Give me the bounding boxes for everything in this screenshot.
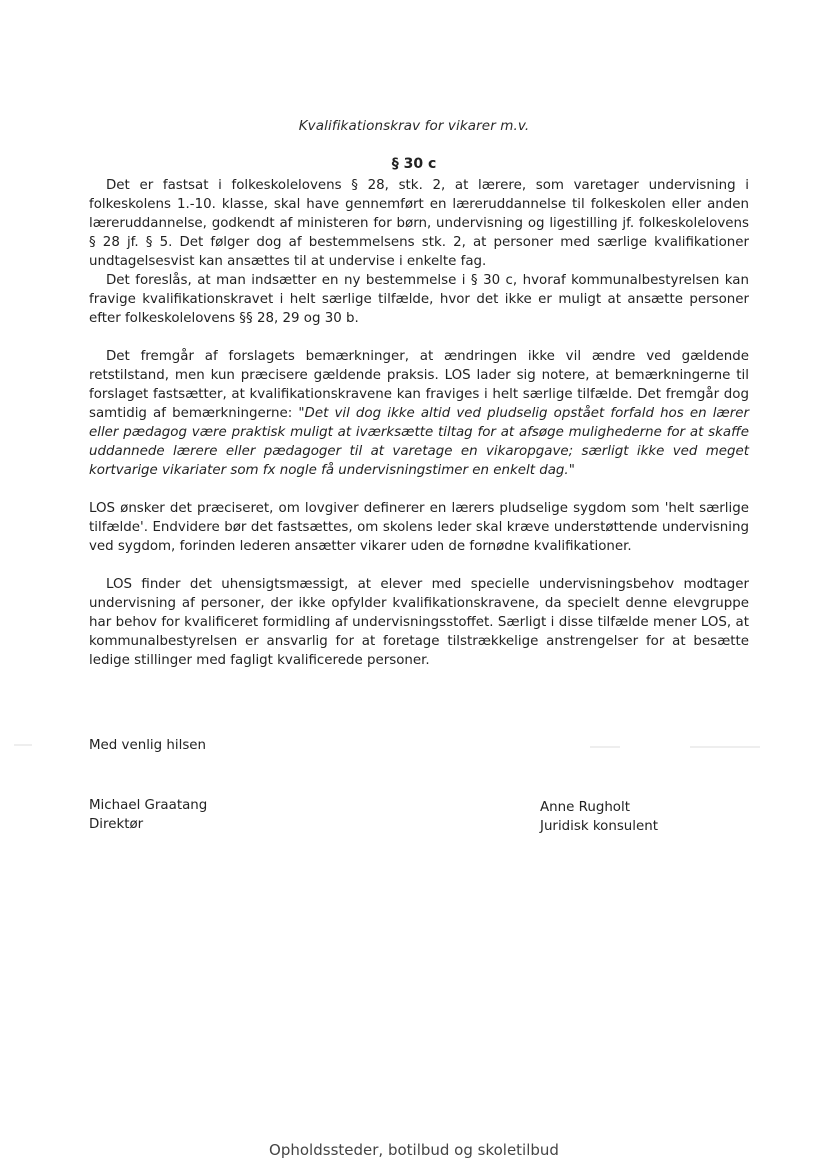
paragraph-gap xyxy=(89,328,749,347)
paragraph-1: Det er fastsat i folkeskolelovens § 28, stk. 2, at lærere, som varetager undervisning i folkeskolens 1.-10. klasse, skal have gennemført en læreruddannelse til folkeskolen eller anden læreruddannelse, godkendt af ministeren for børn, undervisning og ligestilling jf. folkeskolelovens § 28 jf. § 5. Det følger dog af bestemmelsens stk. 2, at personer med særlige kvalifikationer undtagelsesvist kan ansættes til at undervise i enkelte fag. xyxy=(89,178,749,269)
paragraph-4: LOS ønsker det præciseret, om lovgiver definerer en lærers pludselige sygdom som 'helt særlige tilfælde'. Endvidere bør det fastsættes, om skolens leder skal kræve understøttende undervisning ved sygdom, forinden lederen ansætter vikarer uden de fornødne kvalifikationer. xyxy=(89,501,749,554)
scan-artifact xyxy=(690,746,760,748)
document-footer: Opholdssteder, botilbud og skoletilbud xyxy=(269,1141,559,1159)
signature-right xyxy=(540,798,658,836)
paragraph-5: LOS finder det uhensigtsmæssigt, at elever med specielle undervisningsbehov modtager undervisning af personer, der ikke opfylder kvalifikationskravene, da specielt denne elevgruppe har behov for kvalificeret formidling af undervisningsstoffet. Særligt i disse tilfælde mener LOS, at kommunalbestyrelsen er ansvarlig for at foretage tilstrækkelige anstrengelser for at besætte ledige stillinger med fagligt kvalificerede personer. xyxy=(89,577,749,668)
document-heading: Kvalifikationskrav for vikarer m.v. xyxy=(298,118,530,134)
signatory-name: Anne Rugholt xyxy=(540,800,630,815)
scan-artifact xyxy=(590,746,620,748)
paragraph-gap xyxy=(89,556,749,575)
paragraph-3-text: Det fremgår af forslagets bemærkninger, at ændringen ikke vil ændre ved gældende retstilstand, men kun præcisere gældende praksis. LOS lader sig notere, at bemærkningerne til forslaget fastsætter, at kvalifikationskravene kan fraviges i helt særlige tilfælde. Det fremgår dog samtidig af bemærkningerne: xyxy=(89,349,749,421)
scan-artifact xyxy=(14,744,32,746)
signatory-title: Juridisk konsulent xyxy=(540,819,658,834)
signatory-name: Michael Graatang xyxy=(89,798,208,813)
section-title: § 30 c xyxy=(391,156,437,172)
document-body xyxy=(89,176,749,670)
paragraph-gap xyxy=(89,480,749,499)
paragraph-3-quote: "Det vil dog ikke altid ved pludselig opstået forfald hos en lærer eller pædagog være praktisk muligt at iværksætte tiltag for at afsøge mulighederne for at skaffe uddannede lærere eller pædagoger til at varetage en vikaropgave; særligt ikke ved meget kortvarige vikariater som fx nogle få undervisningstimer en enkelt dag." xyxy=(89,406,749,478)
paragraph-3 xyxy=(89,347,749,480)
signature-left xyxy=(89,796,207,834)
signatory-title: Direktør xyxy=(89,817,144,832)
closing-greeting: Med venlig hilsen xyxy=(89,738,207,753)
paragraph-2: Det foreslås, at man indsætter en ny bestemmelse i § 30 c, hvoraf kommunalbestyrelsen kan fravige kvalifikationskravet i helt særlige tilfælde, hvor det ikke er muligt at ansætte personer efter folkeskolelovens §§ 28, 29 og 30 b. xyxy=(89,273,749,326)
